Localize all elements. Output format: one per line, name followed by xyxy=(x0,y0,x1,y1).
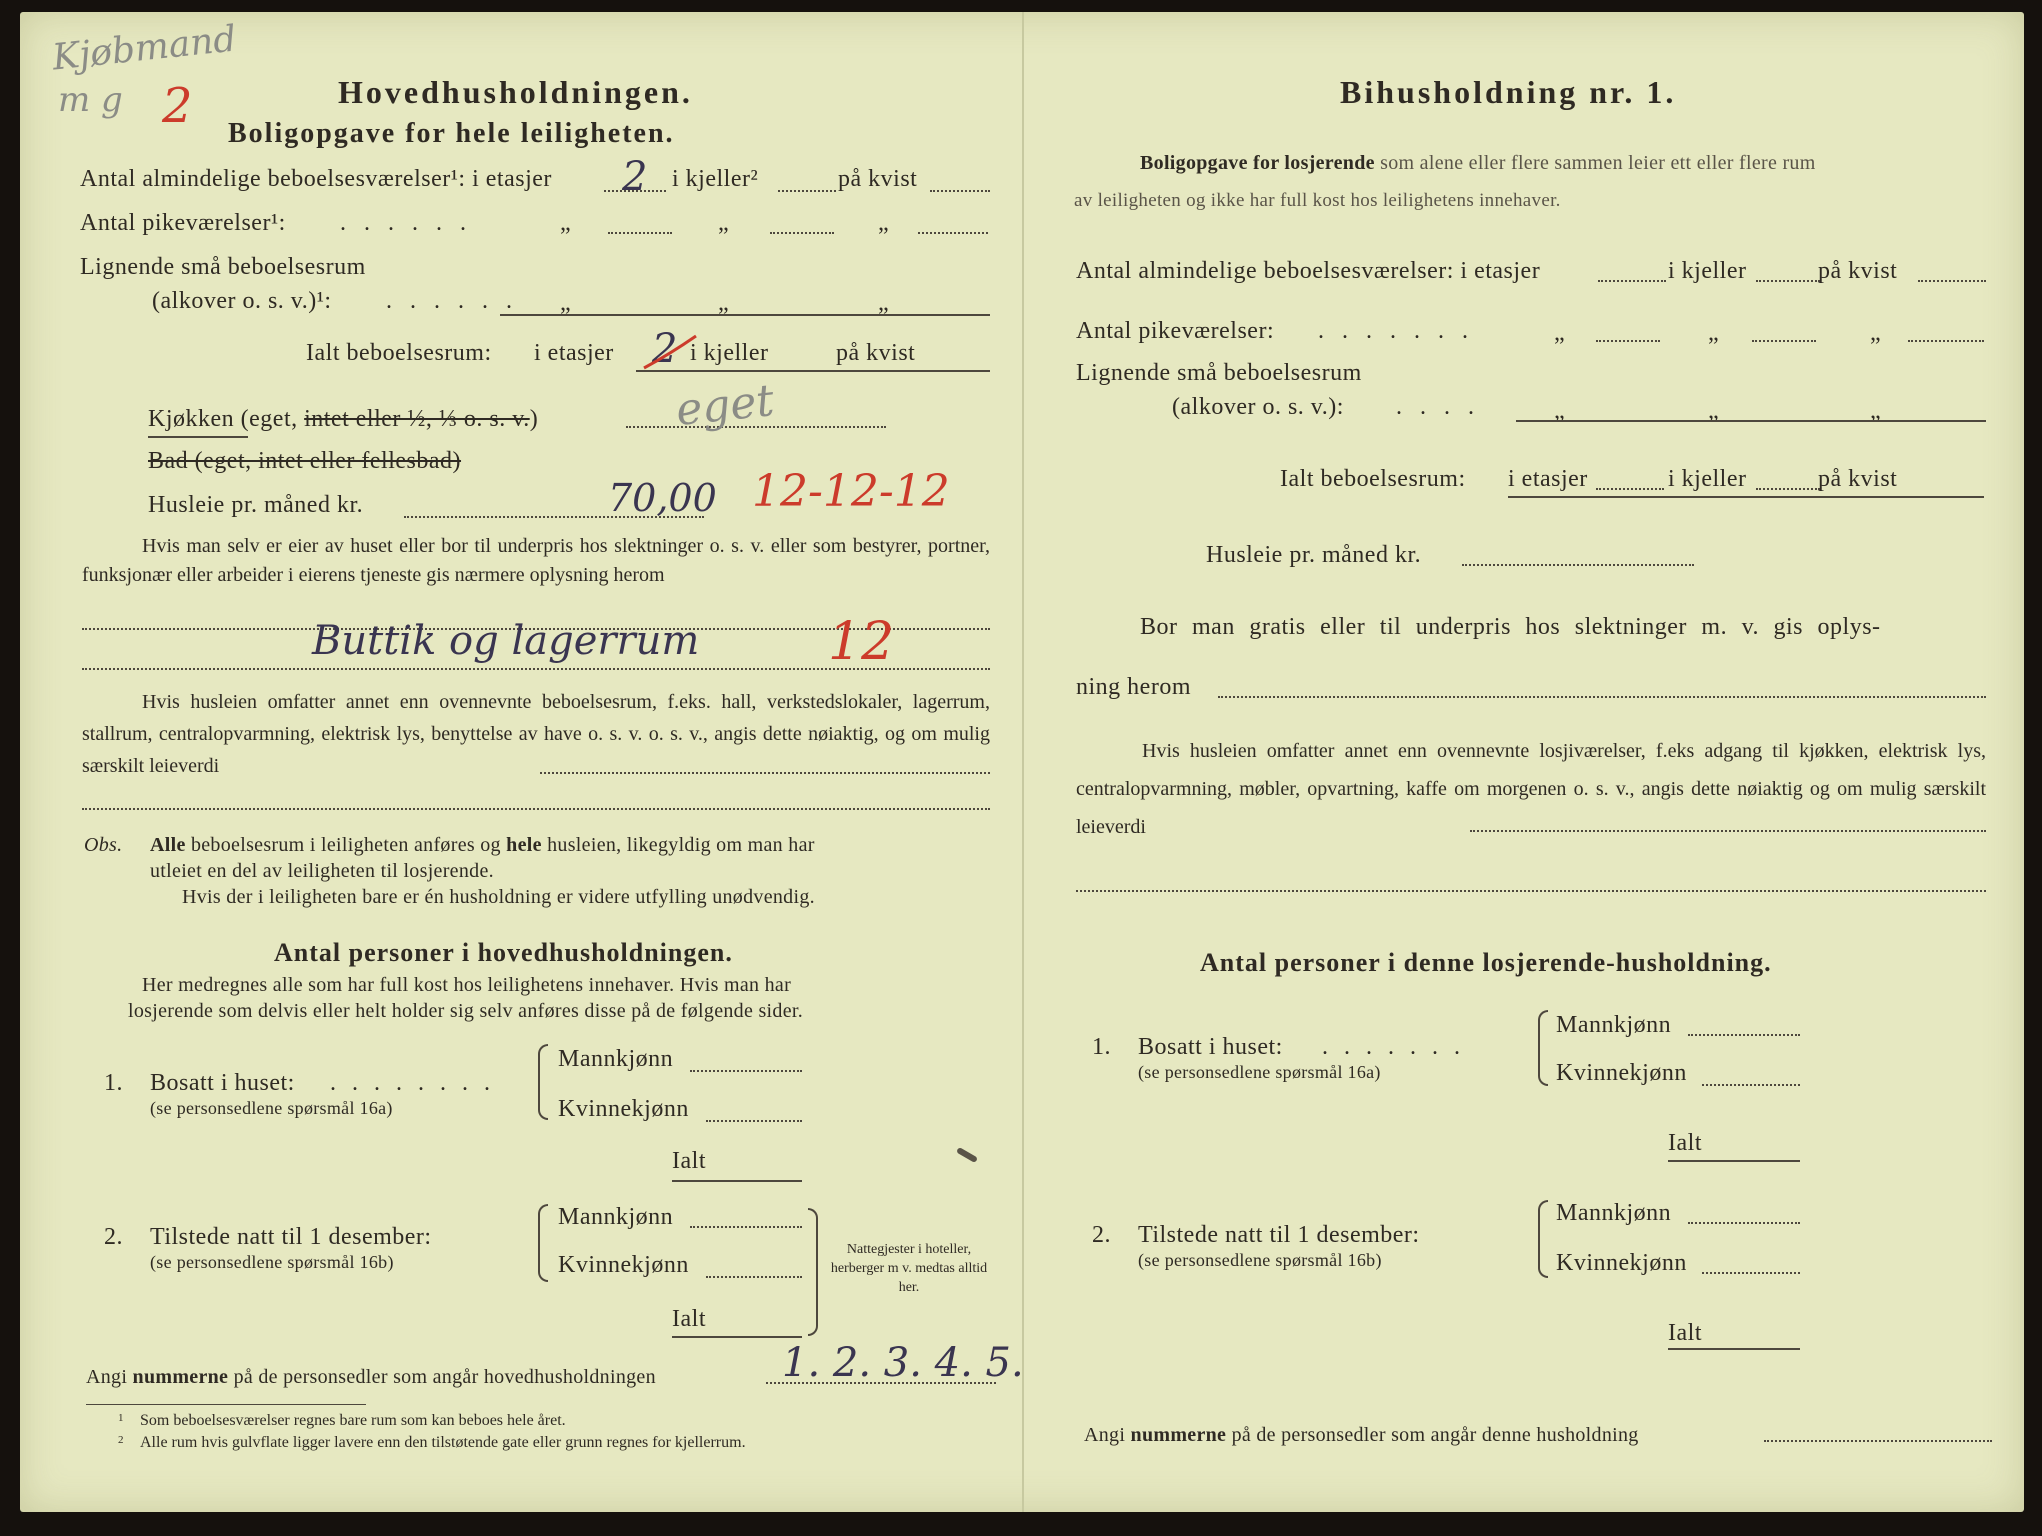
r-q1-ialt-label: Ialt xyxy=(1668,1130,1702,1156)
pike-dots: . . . . . . xyxy=(340,210,472,236)
kjokken-start: Kjøkken (eget, xyxy=(148,406,298,432)
obs-label: Obs. xyxy=(84,834,123,856)
pike-ditto-3: „ xyxy=(878,210,890,236)
r-pike-ditto-2: „ xyxy=(1708,320,1720,346)
occupation-handwriting: Kjøbmand xyxy=(50,18,239,79)
husleie-label: Husleie pr. måned kr. xyxy=(148,492,364,518)
obs-hele: hele xyxy=(506,834,542,856)
kjokken-label xyxy=(148,406,538,433)
left-title: Hovedhusholdningen. xyxy=(338,74,693,110)
lign-dots: . . . . . . xyxy=(386,288,518,314)
r-q2-kvinne-field[interactable] xyxy=(1702,1272,1800,1274)
r-ialt-kvist-label: på kvist xyxy=(1818,466,1898,492)
r-q2-mann-label: Mannkjønn xyxy=(1556,1200,1672,1226)
butikk-hand: Buttik og lagerrum xyxy=(312,618,700,664)
persons-text-2: losjerende som delvis eller helt holder sig selv anføres disse på de følgende sider. xyxy=(128,1000,804,1022)
pike-label: Antal pikeværelser¹: xyxy=(80,210,286,236)
alm-kjeller-field[interactable] xyxy=(778,190,836,192)
alm-kvist-label: på kvist xyxy=(838,166,918,192)
obs-line-2: utleiet en del av leiligheten til losjerende. xyxy=(150,860,494,882)
r-angi-nummerne: nummerne xyxy=(1130,1424,1227,1446)
r-q1-mann-field[interactable] xyxy=(1688,1034,1800,1036)
r-persons-title: Antal personer i denne losjerende-husholdning. xyxy=(1200,948,1772,977)
r-alm-kjeller-field[interactable] xyxy=(1756,280,1820,282)
eier-field-2[interactable] xyxy=(82,668,990,670)
r-lign-label-1: Lignende små beboelsesrum xyxy=(1076,360,1362,386)
r-ialt-label: Ialt beboelsesrum: xyxy=(1280,466,1466,492)
ialt-etasjer-label: i etasjer xyxy=(534,340,614,366)
r-q1-label: Bosatt i huset: xyxy=(1138,1034,1283,1060)
q1-brace xyxy=(538,1044,548,1120)
persons-text-1: Her medregnes alle som har full kost hos leilighetens innehaver. Hvis man har xyxy=(142,974,792,996)
q2-ialt-label: Ialt xyxy=(672,1306,706,1332)
r-q1-ialt-field[interactable] xyxy=(1668,1160,1800,1162)
bad-label: Bad (eget, intet eller fellesbad) xyxy=(148,448,462,474)
lign-label-2: (alkover o. s. v.)¹: xyxy=(152,288,332,314)
persons-title: Antal personer i hovedhusholdningen. xyxy=(274,938,733,967)
r-ialt-etasjer-label: i etasjer xyxy=(1508,466,1588,492)
r-pike-kjeller-field[interactable] xyxy=(1752,340,1816,342)
footnote-1: Som beboelsesværelser regnes bare rum som kan bebоes hele året. xyxy=(140,1412,566,1429)
footnote-1-marker: 1 xyxy=(118,1412,124,1424)
pike-kvist-field[interactable] xyxy=(918,232,988,234)
q1-ialt-field[interactable] xyxy=(672,1180,802,1182)
r-ialt-kjeller-label: i kjeller xyxy=(1668,466,1747,492)
q2-brace xyxy=(538,1204,548,1282)
kjokken-underline xyxy=(148,436,248,438)
r-lign-ditto-1: „ xyxy=(1554,398,1566,424)
q2-note: Nattegjester i hoteller, herberger m v. medtas alltid her. xyxy=(830,1242,988,1295)
obs-text-2: husleien, likegyldig om man har xyxy=(547,834,815,856)
angi-hand: 1. 2. 3. 4. 5. xyxy=(782,1340,1024,1386)
r-pike-ditto-3: „ xyxy=(1870,320,1882,346)
leieverdi-field-2[interactable] xyxy=(82,808,990,810)
r-husleie-field[interactable] xyxy=(1462,564,1694,566)
husleie-red-value: 12-12-12 xyxy=(752,466,950,517)
ialt-red-mark xyxy=(640,334,700,374)
r-q2-number: 2. xyxy=(1092,1222,1111,1248)
lign-ditto-2: „ xyxy=(718,290,730,316)
r-husleie-label: Husleie pr. måned kr. xyxy=(1206,542,1422,568)
q2-kvinne-label: Kvinnekjønn xyxy=(558,1252,689,1278)
kjokken-end: ) xyxy=(529,406,539,432)
ialt-label: Ialt beboelsesrum: xyxy=(306,340,492,366)
r-q2-ref: (se personsedlene spørsmål 16b) xyxy=(1138,1250,1382,1270)
kjokken-struck: intet eller ½, ⅓ o. s. v. xyxy=(304,406,530,432)
q2-label: Tilstede natt til 1 desember: xyxy=(150,1224,432,1250)
butikk-red: 12 xyxy=(828,612,895,672)
r-leieverdi-field-2[interactable] xyxy=(1076,890,1986,892)
mg-number-red: 2 xyxy=(162,78,193,134)
r-lign-ditto-2: „ xyxy=(1708,398,1720,424)
eier-paragraph: Hvis man selv er eier av huset eller bor til underpris hos slektninger o. s. v. eller som bestyrer, portner, funksjonær eller arbeider i eierens tjeneste gis nærmere oplysning herom xyxy=(82,535,990,586)
angi-a: Angi xyxy=(86,1366,128,1388)
right-intro-line-2: av leiligheten og ikke har full kost hos leilighetens innehaver. xyxy=(1074,190,1561,211)
ialt-kvist-label: på kvist xyxy=(836,340,916,366)
lign-label-1: Lignende små beboelsesrum xyxy=(80,254,366,280)
pike-kjeller-field[interactable] xyxy=(770,232,834,234)
alm-kvist-field[interactable] xyxy=(930,190,990,192)
angi-line xyxy=(86,1366,656,1389)
r-angi-line xyxy=(1084,1424,1639,1447)
r-q1-brace xyxy=(1538,1010,1548,1086)
lign-ditto-1: „ xyxy=(560,290,572,316)
ialt-kjeller-label: i kjeller xyxy=(690,340,769,366)
q2-number: 2. xyxy=(104,1224,123,1250)
r-angi-field[interactable] xyxy=(1764,1440,1992,1442)
r-q2-kvinne-label: Kvinnekjønn xyxy=(1556,1250,1687,1276)
footnote-2: Alle rum hvis gulvflate ligger lavere enn den tilstøtende gate eller grunn regnes for kjellerrum. xyxy=(140,1434,746,1451)
left-subtitle: Boligopgave for hele leiligheten. xyxy=(228,118,675,149)
husleie-value: 70,00 xyxy=(608,476,717,520)
r-q1-kvinne-field[interactable] xyxy=(1702,1084,1800,1086)
footnote-rule xyxy=(86,1404,366,1405)
husleie-paragraph: Hvis husleien omfatter annet enn ovennevnte beboelsesrum, f.eks. hall, verkstedslokaler, lagerrum, stallrum, centralopvarmning, elektrisk lys, benyttelse av have o. s. v. o. s. v., angis dette nøiaktig, og om mulig særskilt leieverdi xyxy=(82,691,990,777)
r-q1-kvinne-label: Kvinnekjønn xyxy=(1556,1060,1687,1086)
angi-c: på de personsedler som angår hovedhusholdningen xyxy=(233,1366,656,1388)
r-alm-etasjer-field[interactable] xyxy=(1598,280,1666,282)
r-bor-line-2: ning herom xyxy=(1076,674,1191,700)
r-lign-label-2: (alkover o. s. v.): xyxy=(1172,394,1344,420)
pike-ditto-1: „ xyxy=(560,210,572,236)
r-lign-dots: . . . . xyxy=(1396,394,1480,420)
obs-line-3: Hvis der i leiligheten bare er én husholdning er videre utfylling unødvendig. xyxy=(182,886,815,908)
r-q2-label: Tilstede natt til 1 desember: xyxy=(1138,1222,1420,1248)
r-lign-underline xyxy=(1516,420,1986,422)
r-pike-label: Antal pikeværelser: xyxy=(1076,318,1275,344)
q2-right-brace xyxy=(808,1208,818,1336)
pike-etasjer-field[interactable] xyxy=(608,232,672,234)
r-pike-kvist-field[interactable] xyxy=(1908,340,1984,342)
r-ialt-kjeller-field[interactable] xyxy=(1756,488,1820,490)
r-q1-dots: . . . . . . . xyxy=(1322,1034,1465,1060)
footnote-2-marker: 2 xyxy=(118,1434,124,1446)
kjokken-hand: eget xyxy=(673,375,777,436)
right-intro-line-1 xyxy=(1140,152,1816,175)
q2-mann-label: Mannkjønn xyxy=(558,1204,674,1230)
lign-ditto-3: „ xyxy=(878,290,890,316)
page-fold xyxy=(1022,12,1024,1512)
r-q2-ialt-label: Ialt xyxy=(1668,1320,1702,1346)
alm-label: Antal almindelige beboelsesværelser¹: i etasjer xyxy=(80,166,552,192)
r-bor-field[interactable] xyxy=(1218,696,1986,698)
r-alm-kvist-label: på kvist xyxy=(1818,258,1898,284)
alm-kjeller-label: i kjeller² xyxy=(672,166,759,192)
r-bor-line: Bor man gratis eller til underpris hos slektninger m. v. gis oplys- xyxy=(1140,614,1881,640)
obs-alle: Alle xyxy=(150,834,186,856)
r-q1-number: 1. xyxy=(1092,1034,1111,1060)
q2-mann-field[interactable] xyxy=(690,1226,802,1228)
ialt-etasjer-value: 2 xyxy=(652,326,678,372)
lign-underline xyxy=(500,314,990,316)
r-q2-mann-field[interactable] xyxy=(1688,1222,1800,1224)
right-intro-bold: Boligopgave for losjerende xyxy=(1140,152,1375,174)
r-leieverdi-field[interactable] xyxy=(1470,830,1986,832)
r-pike-ditto-1: „ xyxy=(1554,320,1566,346)
angi-nummerne: nummerne xyxy=(132,1366,229,1388)
r-q1-ref: (se personsedlene spørsmål 16a) xyxy=(1138,1062,1381,1082)
r-angi-c: på de personsedler som angår denne husholdning xyxy=(1231,1424,1639,1446)
q1-label: Bosatt i huset: xyxy=(150,1070,295,1096)
r-pike-etasjer-field[interactable] xyxy=(1596,340,1660,342)
obs-text-1: beboelsesrum i leiligheten anføres og xyxy=(190,834,501,856)
r-alm-kjeller-label: i kjeller xyxy=(1668,258,1747,284)
q1-mann-field[interactable] xyxy=(690,1070,802,1072)
r-alm-label: Antal almindelige beboelsesværelser: i etasjer xyxy=(1076,258,1541,284)
r-angi-a: Angi xyxy=(1084,1424,1126,1446)
q1-number: 1. xyxy=(104,1070,123,1096)
q2-ialt-field[interactable] xyxy=(672,1336,802,1338)
r-ialt-underline xyxy=(1508,496,1984,498)
r-husleie-paragraph: Hvis husleien omfatter annet enn ovennevnte losjiværelser, f.eks adgang til kjøkken, elektrisk lys, centralopvarmning, møbler, opvartning, kaffe om morgenen o. s. v., angis dette nøiaktig og om mulig særskilt leieverdi xyxy=(1076,740,1986,838)
r-ialt-etasjer-field[interactable] xyxy=(1596,488,1664,490)
r-lign-ditto-3: „ xyxy=(1870,398,1882,424)
pike-ditto-2: „ xyxy=(718,210,730,236)
q1-kvinne-label: Kvinnekjønn xyxy=(558,1096,689,1122)
r-q2-brace xyxy=(1538,1200,1548,1278)
r-q1-mann-label: Mannkjønn xyxy=(1556,1012,1672,1038)
mg-handwriting: m g xyxy=(58,80,123,120)
q2-kvinne-field[interactable] xyxy=(706,1276,802,1278)
q1-dots: . . . . . . . . xyxy=(330,1070,495,1096)
alm-etasjer-value: 2 xyxy=(622,154,648,200)
obs-line-1 xyxy=(150,834,815,857)
q1-kvinne-field[interactable] xyxy=(706,1120,802,1122)
q1-ialt-label: Ialt xyxy=(672,1148,706,1174)
right-intro-rest: som alene eller flere sammen leier ett eller flere rum xyxy=(1380,152,1816,174)
r-pike-dots: . . . . . . . xyxy=(1318,318,1474,344)
q1-mann-label: Mannkjønn xyxy=(558,1046,674,1072)
right-title: Bihusholdning nr. 1. xyxy=(1340,74,1677,110)
r-q2-ialt-field[interactable] xyxy=(1668,1348,1800,1350)
r-alm-kvist-field[interactable] xyxy=(1918,280,1986,282)
q1-ref: (se personsedlene spørsmål 16a) xyxy=(150,1098,393,1118)
leieverdi-field[interactable] xyxy=(540,772,990,774)
q2-ref: (se personsedlene spørsmål 16b) xyxy=(150,1252,394,1272)
